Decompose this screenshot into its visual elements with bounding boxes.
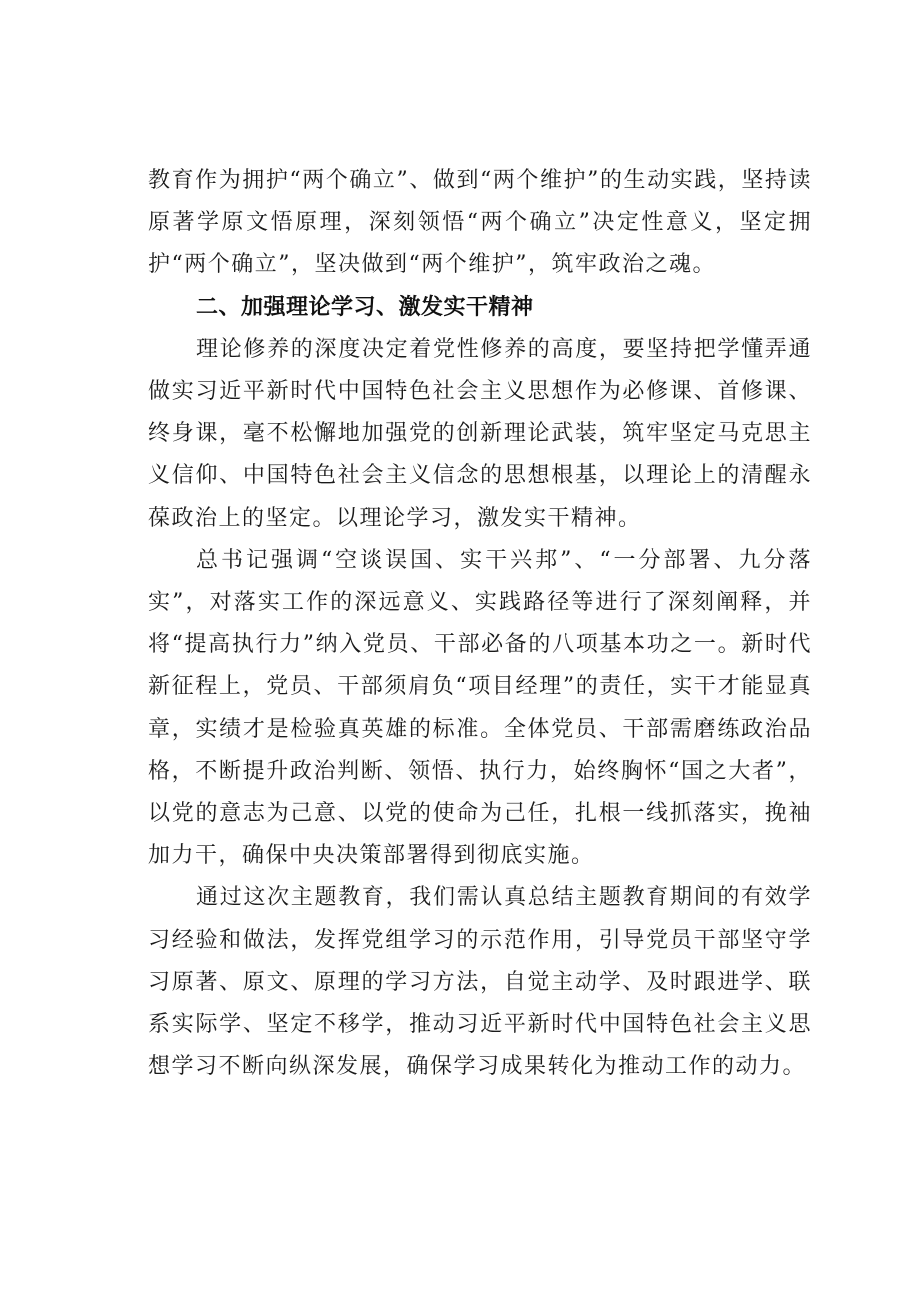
paragraph-practical-work: 总书记强调“空谈误国、实干兴邦”、“一分部署、九分落实”，对落实工作的深远意义、实践路径等进行了深刻阐释，并将“提高执行力”纳入党员、干部必备的八项基本功之一。新时代新征程上，党员、干部须肩负“项目经理”的责任，实干才能显真章，实绩才是检验真英雄的标准。全体党员、干部需磨练政治品格，不断提升政治判断、领悟、执行力，始终胸怀“国之大者”，以党的意志为己意、以党的使命为己任，扎根一线抓落实，挽袖加力干，确保中央决策部署得到彻底实施。 — [148, 547, 812, 869]
paragraph-theory-study: 理论修养的深度决定着党性修养的高度，要坚持把学懂弄通做实习近平新时代中国特色社会主义思想作为必修课、首修课、终身课，毫不松懈地加强党的创新理论武装，筑牢坚定马克思主义信仰、中国特色社会主义信念的思想根基，以理论上的清醒永葆政治上的坚定。以理论学习，激发实干精神。 — [148, 336, 812, 531]
paragraph-theme-education: 通过这次主题教育，我们需认真总结主题教育期间的有效学习经验和做法，发挥党组学习的示范作用，引导党员干部坚守学习原著、原文、原理的学习方法，自觉主动学、及时跟进学、联系实际学、坚定不移学，推动习近平新时代中国特色社会主义思想学习不断向纵深发展，确保学习成果转化为推动工作的动力。 — [148, 885, 812, 1080]
paragraph-continuation: 教育作为拥护“两个确立”、做到“两个维护”的生动实践，坚持读原著学原文悟原理，深刻领悟“两个确立”决定性意义，坚定拥护“两个确立”，坚决做到“两个维护”，筑牢政治之魂。 — [148, 168, 812, 278]
section-heading: 二、加强理论学习、激发实干精神 — [196, 294, 534, 320]
document-body — [148, 160, 812, 1088]
